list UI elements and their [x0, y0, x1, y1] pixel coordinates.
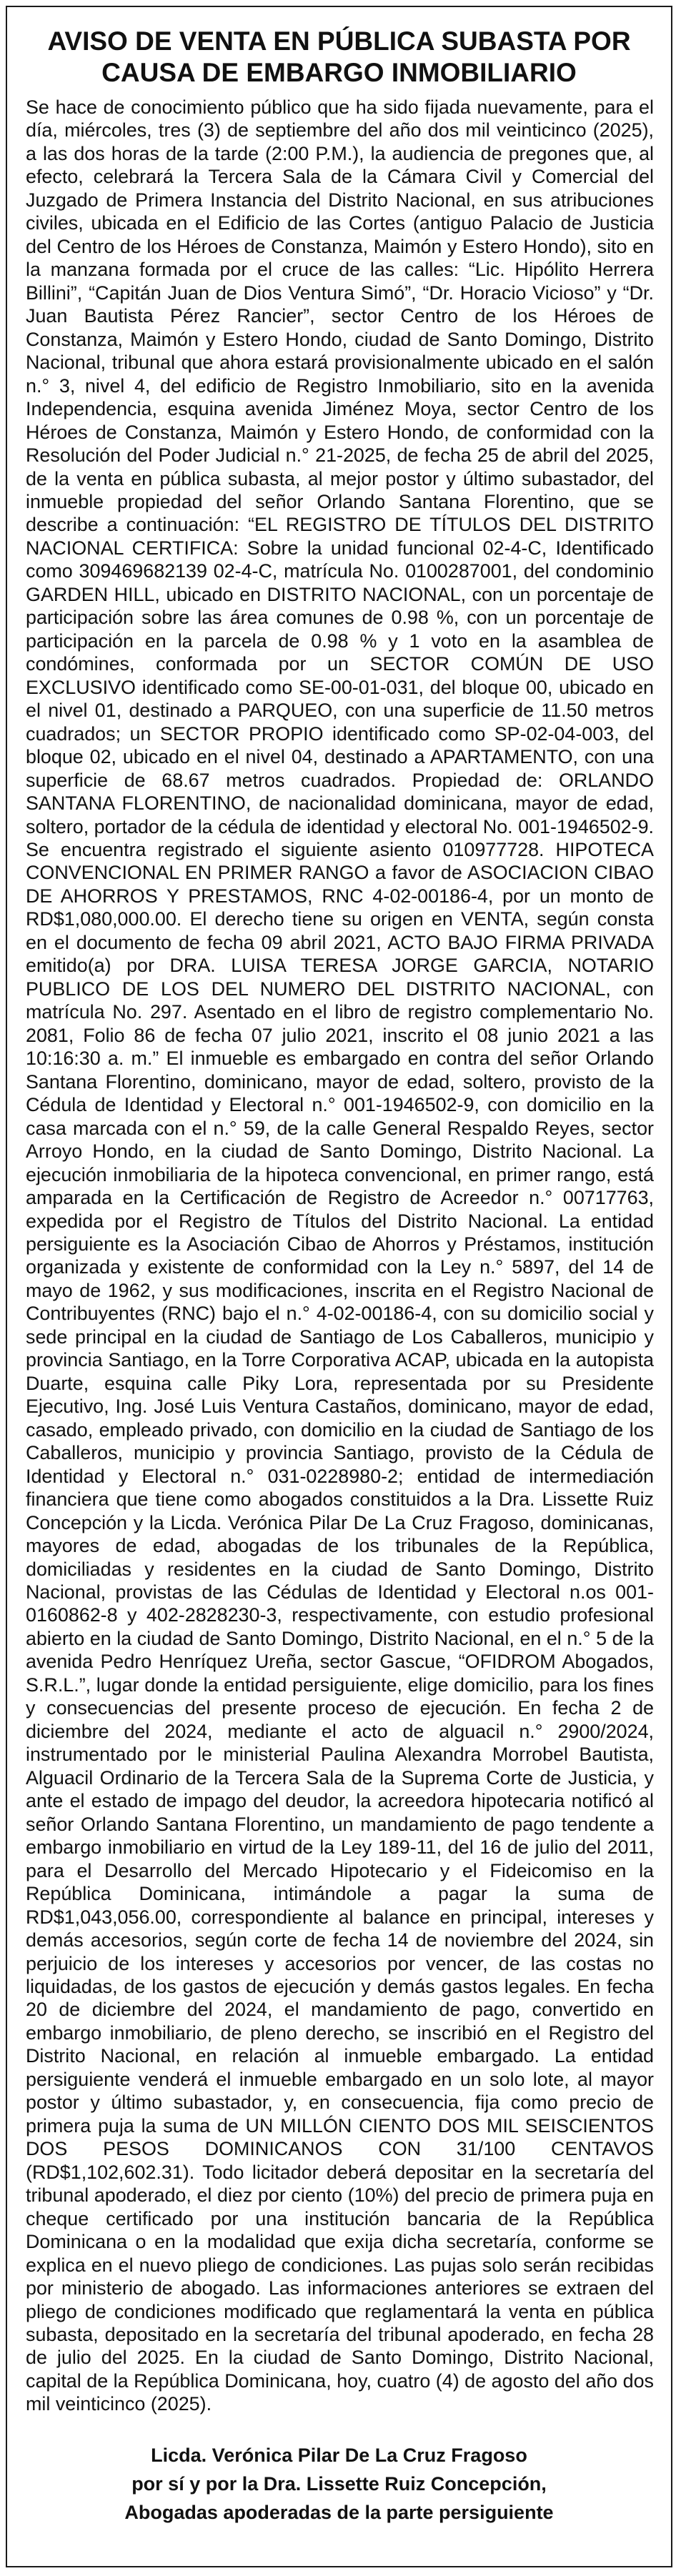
notice-title-line-2: CAUSA DE EMBARGO INMOBILIARIO	[101, 58, 577, 87]
signature-line-3: Abogadas apoderadas de la parte persiguiente	[124, 2502, 554, 2523]
notice-title	[7, 26, 671, 89]
notice-body: Se hace de conocimiento público que ha sido fijada nuevamente, para el día, miércoles, tres (3) de septiembre del año dos mil veinticinco (2025), a las dos horas de la tarde (2:00 P.M.), la audiencia de pregones que, al efecto, celebrará la Tercera Sala de la Cámara Civil y Comercial del Juzgado de Primera Instancia del Distrito Nacional, en sus atribuciones civiles, ubicada en el Edificio de las Cortes (antiguo Palacio de Justicia del Centro de los Héroes de Constanza, Maimón y Estero Hondo), sito en la manzana formada por el cruce de las calles: “Lic. Hipólito Herrera Billini”, “Capitán Juan de Dios Ventura Simó”, “Dr. Horacio Vicioso” y “Dr. Juan Bautista Pérez Rancier”, sector Centro de los Héroes de Constanza, Maimón y Estero Hondo, ciudad de Santo Domingo, Distrito Nacional, tribunal que ahora estará provisionalmente ubicado en el salón n.° 3, nivel 4, del edificio de Registro Inmobiliario, sito en la avenida Independencia, esquina avenida Jiménez Moya, sector Centro de los Héroes de Constanza, Maimón y Estero Hondo, de conformidad con la Resolución del Poder Judicial n.° 21-2025, de fecha 25 de abril del 2025, de la venta en pública subasta, al mejor postor y último subastador, del inmueble propiedad del señor Orlando Santana Florentino, que se describe a continuación: “EL REGISTRO DE TÍTULOS DEL DISTRITO NACIONAL CERTIFICA: Sobre la unidad funcional 02-4-C, Identificado como 309469682139 02-4-C, matrícula No. 0100287001, del condominio GARDEN HILL, ubicado en DISTRITO NACIONAL, con un porcentaje de participación sobre las área comunes de 0.98 %, con un porcentaje de participación en la parcela de 0.98 % y 1 voto en la asamblea de condómines, conformada por un SECTOR COMÚN DE USO EXCLUSIVO identificado como SE-00-01-031, del bloque 00, ubicado en el nivel 01, destinado a PARQUEO, con una superficie de 11.50 metros cuadrados; un SECTOR PROPIO identificado como SP-02-04-003, del bloque 02, ubicado en el nivel 04, destinado a APARTAMENTO, con una superficie de 68.67 metros cuadrados. Propiedad de: ORLANDO SANTANA FLORENTINO, de nacionalidad dominicana, mayor de edad, soltero, portador de la cédula de identidad y electoral No. 001-1946502-9. Se encuentra registrado el siguiente asiento 010977728. HIPOTECA CONVENCIONAL EN PRIMER RANGO a favor de ASOCIACION CIBAO DE AHORROS Y PRESTAMOS, RNC 4-02-00186-4, por un monto de RD$1,080,000.00. El derecho tiene su origen en VENTA, según consta en el documento de fecha 09 abril 2021, ACTO BAJO FIRMA PRIVADA emitido(a) por DRA. LUISA TERESA JORGE GARCIA, NOTARIO PUBLICO DE LOS DEL NUMERO DEL DISTRITO NACIONAL, con matrícula No. 297. Asentado en el libro de registro complementario No. 2081, Folio 86 de fecha 07 julio 2021, inscrito el 08 junio 2021 a las 10:16:30 a. m.” El inmueble es embargado en contra del señor Orlando Santana Florentino, dominicano, mayor de edad, soltero, provisto de la Cédula de Identidad y Electoral n.° 001-1946502-9, con domicilio en la casa marcada con el n.° 59, de la calle General Respaldo Reyes, sector Arroyo Hondo, en la ciudad de Santo Domingo, Distrito Nacional. La ejecución inmobiliaria de la hipoteca convencional, en primer rango, está amparada en la Certificación de Registro de Acreedor n.° 00717763, expedida por el Registro de Títulos del Distrito Nacional. La entidad persiguiente es la Asociación Cibao de Ahorros y Préstamos, institución organizada y existente de conformidad con la Ley n.° 5897, del 14 de mayo de 1962, y sus modificaciones, inscrita en el Registro Nacional de Contribuyentes (RNC) bajo el n.° 4-02-00186-4, con su domicilio social y sede principal en la ciudad de Santiago de Los Caballeros, municipio y provincia Santiago, en la Torre Corporativa ACAP, ubicada en la autopista Duarte, esquina calle Piky Lora, representada por su Presidente Ejecutivo, Ing. José Luis Ventura Castaños, dominicano, mayor de edad, casado, empleado privado, con domicilio en la ciudad de Santiago de los Caballeros, municipio y provincia Santiago, provisto de la Cédula de Identidad y Electoral n.° 031-0228980-2; entidad de intermediación financiera que tiene como abogados constituidos a la Dra. Lissette Ruiz Concepción y la Licda. Verónica Pilar De La Cruz Fragoso, dominicanas, mayores de edad, abogadas de los tribunales de la República, domiciliadas y residentes en la ciudad de Santo Domingo, Distrito Nacional, provistas de las Cédulas de Identidad y Electoral n.os 001-0160862-8 y 402-2828230-3, respectivamente, con estudio profesional abierto en la ciudad de Santo Domingo, Distrito Nacional, en el n.° 5 de la avenida Pedro Henríquez Ureña, sector Gascue, “OFIDROM Abogados, S.R.L.”, lugar donde la entidad persiguiente, elige domicilio, para los fines y consecuencias del presente proceso de ejecución. En fecha 2 de diciembre del 2024, mediante el acto de alguacil n.° 2900/2024, instrumentado por le ministerial Paulina Alexandra Morrobel Bautista, Alguacil Ordinario de la Tercera Sala de la Suprema Corte de Justicia, y ante el estado de impago del deudor, la acreedora hipotecaria notificó al señor Orlando Santana Florentino, un mandamiento de pago tendente a embargo inmobiliario en virtud de la Ley 189-11, del 16 de julio del 2011, para el Desarrollo del Mercado Hipotecario y el Fideicomiso en la República Dominicana, intimándole a pagar la suma de RD$1,043,056.00, correspondiente al balance en principal, intereses y demás accesorios, según corte de fecha 14 de noviembre del 2024, sin perjuicio de los intereses y accesorios por vencer, de las costas no liquidadas, de los gastos de ejecución y demás gastos legales. En fecha 20 de diciembre del 2024, el mandamiento de pago, convertido en embargo inmobiliario, de pleno derecho, se inscribió en el Registro del Distrito Nacional, en relación al inmueble embargado. La entidad persiguiente venderá el inmueble embargado en un solo lote, al mayor postor y último subastador, y, en consecuencia, fija como precio de primera puja la suma de UN MILLÓN CIENTO DOS MIL SEISCIENTOS DOS PESOS DOMINICANOS CON 31/100 CENTAVOS (RD$1,102,602.31). Todo licitador deberá depositar en la secretaría del tribunal apoderado, el diez por ciento (10%) del precio de primera puja en cheque certificado por una institución bancaria de la República Dominicana o en la modalidad que exija dicha secretaría, conforme se explica en el nuevo pliego de condiciones. Las pujas solo serán recibidas por ministerio de abogado. Las informaciones anteriores se extraen del pliego de condiciones modificado que reglamentará la venta en pública subasta, depositado en la secretaría del tribunal apoderado, en fecha 28 de julio del 2025. En la ciudad de Santo Domingo, Distrito Nacional, capital de la República Dominicana, hoy, cuatro (4) de agosto del año dos mil veinticinco (2025).	[26, 96, 655, 2415]
notice-title-line-1: AVISO DE VENTA EN PÚBLICA SUBASTA POR	[47, 26, 631, 56]
notice-frame	[6, 6, 672, 2567]
signature-block	[7, 2441, 671, 2527]
signature-line-1: Licda. Verónica Pilar De La Cruz Fragoso	[151, 2445, 527, 2466]
signature-line-2: por sí y por la Dra. Lissette Ruiz Concepción,	[131, 2473, 547, 2495]
